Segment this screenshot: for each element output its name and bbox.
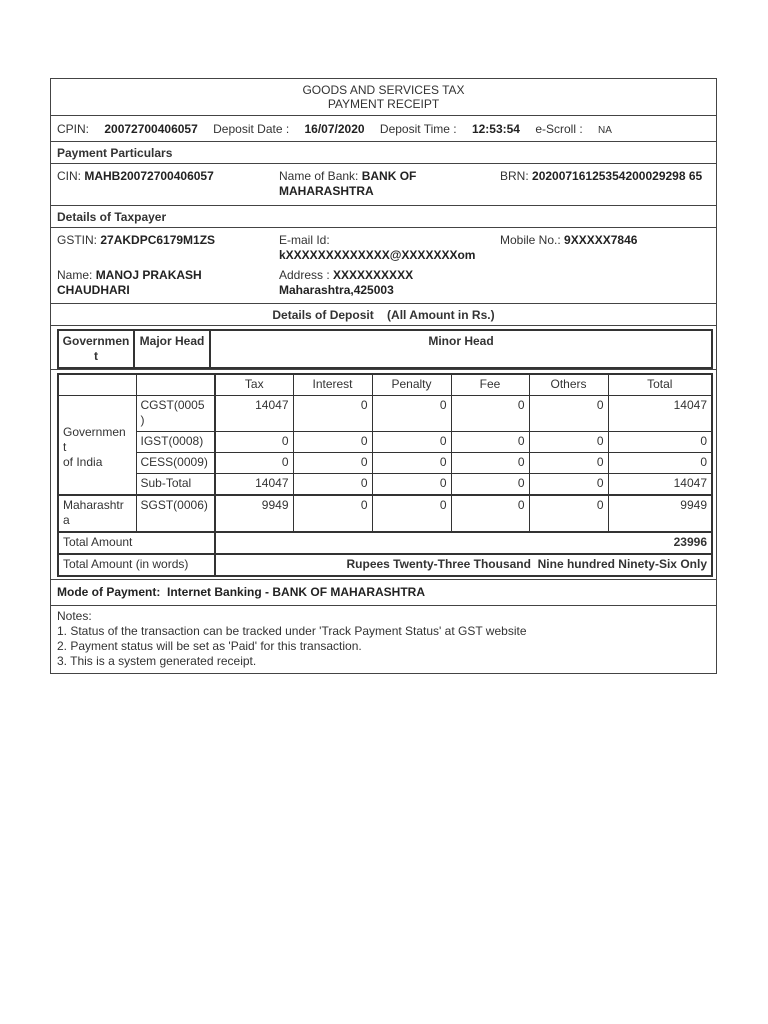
payment-particulars-row [51, 164, 716, 206]
cpin-label: CPIN: [57, 122, 93, 136]
payment-particulars-heading: Payment Particulars [51, 142, 716, 164]
deposit-date-label: Deposit Date : [213, 122, 293, 136]
note-item: 1. Status of the transaction can be tracked under 'Track Payment Status' at GST website [57, 624, 527, 638]
bank-value-2: MAHARASHTRA [279, 184, 374, 198]
head-table-row [51, 326, 716, 370]
blank-cell [58, 374, 136, 396]
cess-others: 0 [529, 453, 608, 474]
col-total: Total [608, 374, 712, 396]
deposit-table-row [51, 370, 716, 580]
subtotal-penalty: 0 [372, 474, 451, 496]
cgst-head: CGST(0005 ) [136, 396, 215, 432]
subtotal-total: 14047 [608, 474, 712, 496]
taxpayer-row [51, 228, 716, 304]
head-government: Governmen t [58, 330, 134, 368]
note-item: 2. Payment status will be set as 'Paid' for this transaction. [57, 639, 362, 653]
deposit-heading: Details of Deposit (All Amount in Rs.) [51, 304, 716, 326]
mode-of-payment-row [51, 580, 716, 606]
deposit-time-value: 12:53:54 [471, 122, 520, 136]
receipt-title [51, 79, 716, 116]
cess-fee: 0 [451, 453, 529, 474]
name-label: Name: [57, 268, 96, 282]
mode-value: Internet Banking - BANK OF MAHARASHTRA [167, 585, 426, 599]
taxpayer-heading: Details of Taxpayer [51, 206, 716, 228]
note-item: 3. This is a system generated receipt. [57, 654, 257, 668]
table-row [58, 396, 712, 432]
title-line-2: PAYMENT RECEIPT [327, 97, 440, 111]
cin-label: CIN: [57, 169, 85, 183]
col-fee: Fee [451, 374, 529, 396]
mobile-value: 9XXXXX7846 [564, 233, 638, 247]
notes-heading: Notes: [57, 609, 92, 623]
bank-label: Name of Bank: [279, 169, 362, 183]
name-value-2: CHAUDHARI [57, 283, 130, 297]
cess-interest: 0 [293, 453, 372, 474]
col-others: Others [529, 374, 608, 396]
title-line-1: GOODS AND SERVICES TAX [302, 83, 465, 97]
table-row [58, 432, 712, 453]
email-label: E-mail Id: [279, 233, 330, 247]
address-value-2: Maharashtra,425003 [279, 283, 394, 297]
address-value-1: XXXXXXXXXX [333, 268, 414, 282]
escroll-value: NA [598, 125, 612, 136]
cgst-total: 14047 [608, 396, 712, 432]
cgst-tax: 14047 [215, 396, 293, 432]
cgst-others: 0 [529, 396, 608, 432]
sgst-penalty: 0 [372, 495, 451, 532]
igst-penalty: 0 [372, 432, 451, 453]
deposit-time-label: Deposit Time : [379, 122, 460, 136]
subtotal-interest: 0 [293, 474, 372, 496]
deposit-date-value: 16/07/2020 [304, 122, 365, 136]
address-label: Address : [279, 268, 334, 282]
igst-fee: 0 [451, 432, 529, 453]
cgst-penalty: 0 [372, 396, 451, 432]
maharashtra-cell: Maharashtr a [58, 495, 136, 532]
table-row [58, 474, 712, 496]
total-words-row [58, 554, 712, 576]
cgst-interest: 0 [293, 396, 372, 432]
cess-total: 0 [608, 453, 712, 474]
total-amount-value: 23996 [215, 532, 712, 554]
table-row [58, 495, 712, 532]
cess-tax: 0 [215, 453, 293, 474]
cpin-value: 20072700406057 [104, 122, 198, 136]
cpin-row [51, 116, 716, 142]
brn-label: BRN: [500, 169, 533, 183]
payment-receipt [50, 78, 717, 674]
email-value: kXXXXXXXXXXXXX@XXXXXXXom [279, 248, 476, 262]
government-of-india-cell: Governmen t of India [58, 396, 136, 496]
mode-label: Mode of Payment: [57, 585, 168, 599]
sgst-others: 0 [529, 495, 608, 532]
sgst-interest: 0 [293, 495, 372, 532]
total-words-value: Rupees Twenty-Three Thousand Nine hundred Ninety-Six Only [215, 554, 712, 576]
subtotal-head: Sub-Total [136, 474, 215, 496]
subtotal-tax: 14047 [215, 474, 293, 496]
name-value-1: MANOJ PRAKASH [95, 268, 202, 282]
escroll-label: e-Scroll : [535, 122, 587, 136]
sgst-head: SGST(0006) [136, 495, 215, 532]
mobile-label: Mobile No.: [500, 233, 565, 247]
gstin-label: GSTIN: [57, 233, 101, 247]
col-interest: Interest [293, 374, 372, 396]
cgst-fee: 0 [451, 396, 529, 432]
col-penalty: Penalty [372, 374, 451, 396]
cess-head: CESS(0009) [136, 453, 215, 474]
notes-section [51, 606, 716, 673]
brn-value: 20200716125354200029298 65 [532, 169, 703, 183]
sgst-fee: 0 [451, 495, 529, 532]
total-words-label: Total Amount (in words) [58, 554, 215, 576]
total-amount-row [58, 532, 712, 554]
subtotal-others: 0 [529, 474, 608, 496]
igst-tax: 0 [215, 432, 293, 453]
head-major: Major Head [134, 330, 210, 368]
column-header-row [58, 374, 712, 396]
col-tax: Tax [215, 374, 293, 396]
total-amount-label: Total Amount [58, 532, 215, 554]
deposit-table [57, 373, 713, 577]
sgst-total: 9949 [608, 495, 712, 532]
bank-value-1: BANK OF [361, 169, 417, 183]
cin-value: MAHB20072700406057 [84, 169, 214, 183]
blank-cell [136, 374, 215, 396]
igst-interest: 0 [293, 432, 372, 453]
cess-penalty: 0 [372, 453, 451, 474]
sgst-tax: 9949 [215, 495, 293, 532]
gstin-value: 27AKDPC6179M1ZS [100, 233, 216, 247]
head-minor: Minor Head [210, 330, 712, 368]
igst-head: IGST(0008) [136, 432, 215, 453]
igst-others: 0 [529, 432, 608, 453]
subtotal-fee: 0 [451, 474, 529, 496]
table-row [58, 453, 712, 474]
head-table [57, 329, 713, 369]
igst-total: 0 [608, 432, 712, 453]
